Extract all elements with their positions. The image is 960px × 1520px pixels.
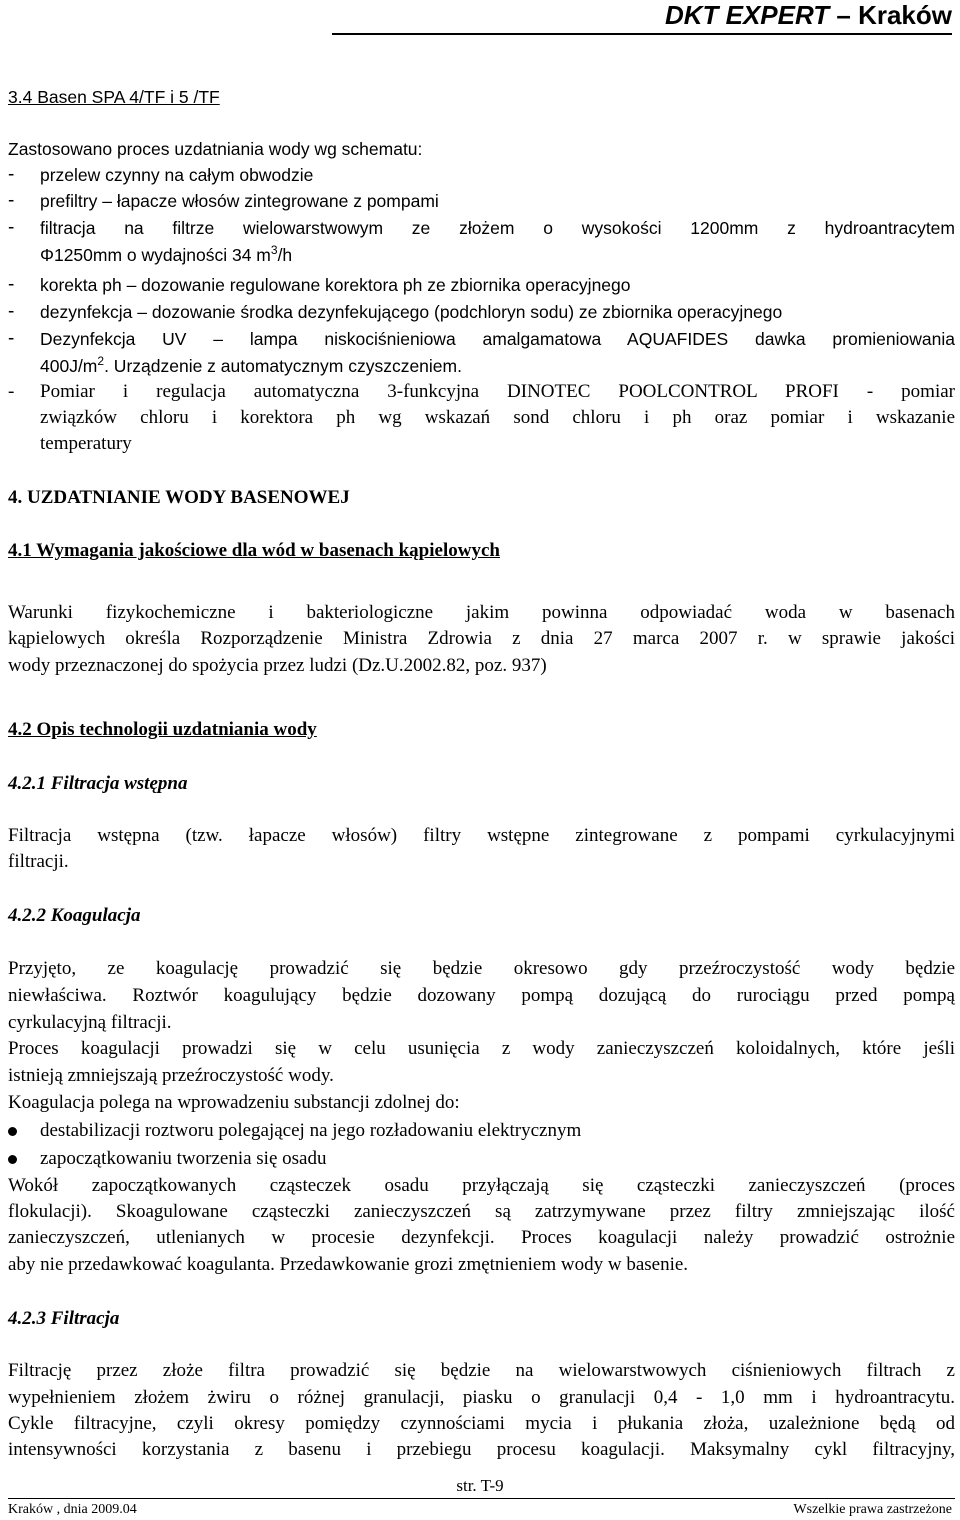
list-item-continued: związków chloru i korektora ph wg wskazań sond chloru i ph oraz pomiar i wskazanie [40,407,955,428]
section-4-1-title: 4.1 Wymagania jakościowe dla wód w basenach kąpielowych [8,540,500,561]
footer-copyright: Wszelkie prawa zastrzeżone [793,1502,952,1517]
list-item: Dezynfekcja UV – lampa niskociśnieniowa amalgamatowa AQUAFIDES dawka promieniowania [40,329,955,349]
section-4-2-title: 4.2 Opis technologii uzdatniania wody [8,719,317,740]
paragraph-line: intensywności korzystania z basenu i przebiegu procesu koagulacji. Maksymalny cykl filtracyjny, [8,1439,955,1460]
list-dash: - [8,301,15,322]
paragraph-line: wody przeznaczonej do spożycia przez ludzi (Dz.U.2002.82, poz. 937) [8,655,547,676]
intro-text: Zastosowano proces uzdatniania wody wg schematu: [8,139,423,159]
bullet-icon [8,1155,17,1164]
paragraph-line: niewłaściwa. Roztwór koagulujący będzie dozowany pompą dozującą do rurociągu przed pompą [8,985,955,1006]
paragraph-line: Przyjęto, ze koagulację prowadzić się będzie okresowo gdy przeźroczystość wody będzie [8,958,955,979]
list-item-part: . Urządzenie z automatycznym czyszczeniem. [104,356,462,376]
list-item-part: /h [277,245,293,265]
section-4-2-1-title: 4.2.1 Filtracja wstępna [8,773,188,794]
list-item: przelew czynny na całym obwodzie [40,165,314,185]
footer-date: Kraków , dnia 2009.04 [8,1502,137,1517]
list-dash: - [8,217,15,238]
bullet-item: destabilizacji roztworu polegającej na jego rozładowaniu elektrycznym [40,1120,582,1141]
header-separator: – [829,0,859,30]
list-item-continued [40,242,955,268]
list-item: korekta ph – dozowanie regulowane korektora ph ze zbiornika operacyjnego [40,275,631,295]
superscript: 2 [97,354,105,369]
list-item: prefiltry – łapacze włosów zintegrowane z pompami [40,191,439,211]
paragraph-line: Filtracja wstępna (tzw. łapacze włosów) filtry wstępne zintegrowane z pompami cyrkulacyjnymi [8,825,955,846]
paragraph-line: Cykle filtracyjne, czyli okresy pomiędzy czynnościami mycia i płukania złoża, uzależnione będą od [8,1413,955,1434]
footer-rule [8,1498,955,1499]
section-4-2-2-title: 4.2.2 Koagulacja [8,905,141,926]
list-dash: - [8,381,15,402]
bullet-icon [8,1127,17,1136]
page-number: str. T-9 [456,1476,504,1495]
paragraph-line: Koagulacja polega na wprowadzeniu substancji zdolnej do: [8,1092,460,1113]
paragraph-line: Proces koagulacji prowadzi się w celu usunięcia z wody zanieczyszczeń koloidalnych, które jeśli [8,1038,955,1059]
list-dash: - [8,164,15,185]
list-dash: - [8,274,15,295]
paragraph-line: Wokół zapoczątkowanych cząsteczek osadu przyłączają się cząsteczki zanieczyszczeń (proces [8,1175,955,1196]
header-rule [332,33,952,35]
list-item-part: 400J/m [40,356,98,376]
bullet-item: zapoczątkowaniu tworzenia się osadu [40,1148,327,1169]
list-dash: - [8,328,15,349]
section-4-2-3-title: 4.2.3 Filtracja [8,1308,120,1329]
section-3-4-title: 3.4 Basen SPA 4/TF i 5 /TF [8,87,220,107]
paragraph-line: filtracji. [8,851,69,872]
list-item-continued [40,353,955,379]
header-title [665,0,952,30]
header-brand: DKT EXPERT [664,0,830,30]
page-header [332,0,952,30]
section-4-title: 4. UZDATNIANIE WODY BASENOWEJ [8,487,350,508]
paragraph-line: zanieczyszczeń, utlenianych w procesie dezynfekcji. Proces koagulacji należy prowadzić ostrożnie [8,1227,955,1248]
paragraph-line: aby nie przedawkować koagulanta. Przedawkowanie grozi zmętnieniem wody w basenie. [8,1254,689,1275]
list-item: Pomiar i regulacja automatyczna 3-funkcyjna DINOTEC POOLCONTROL PROFI - pomiar [40,381,955,402]
paragraph-line: istnieją zmniejszają przeźroczystość wody. [8,1065,334,1086]
superscript: 3 [270,243,278,258]
paragraph-line: wypełnieniem złożem żwiru o różnej granulacji, piasku o granulacji 0,4 - 1,0 mm i hydroantracytu. [8,1387,955,1408]
paragraph-line: cyrkulacyjną filtracji. [8,1012,172,1033]
list-item-continued: temperatury [40,433,132,454]
list-dash: - [8,190,15,211]
paragraph-line: flokulacji). Skoagulowane cząsteczki zanieczyszczeń są zatrzymywane przez filtry zmniejszając ilość [8,1201,955,1222]
list-item: dezynfekcja – dozowanie środka dezynfekującego (podchloryn sodu) ze zbiornika operacyjnego [40,302,783,322]
paragraph-line: kąpielowych określa Rozporządzenie Ministra Zdrowia z dnia 27 marca 2007 r. w sprawie jakości [8,628,955,649]
paragraph-line: Filtrację przez złoże filtra prowadzić się będzie na wielowarstwowych ciśnieniowych filtrach z [8,1360,955,1381]
list-item-part: Φ1250mm o wydajności 34 m [40,245,271,265]
header-city: Kraków [858,0,952,30]
list-item: filtracja na filtrze wielowarstwowym ze złożem o wysokości 1200mm z hydroantracytem [40,218,955,238]
paragraph-line: Warunki fizykochemiczne i bakteriologiczne jakim powinna odpowiadać woda w basenach [8,602,955,623]
